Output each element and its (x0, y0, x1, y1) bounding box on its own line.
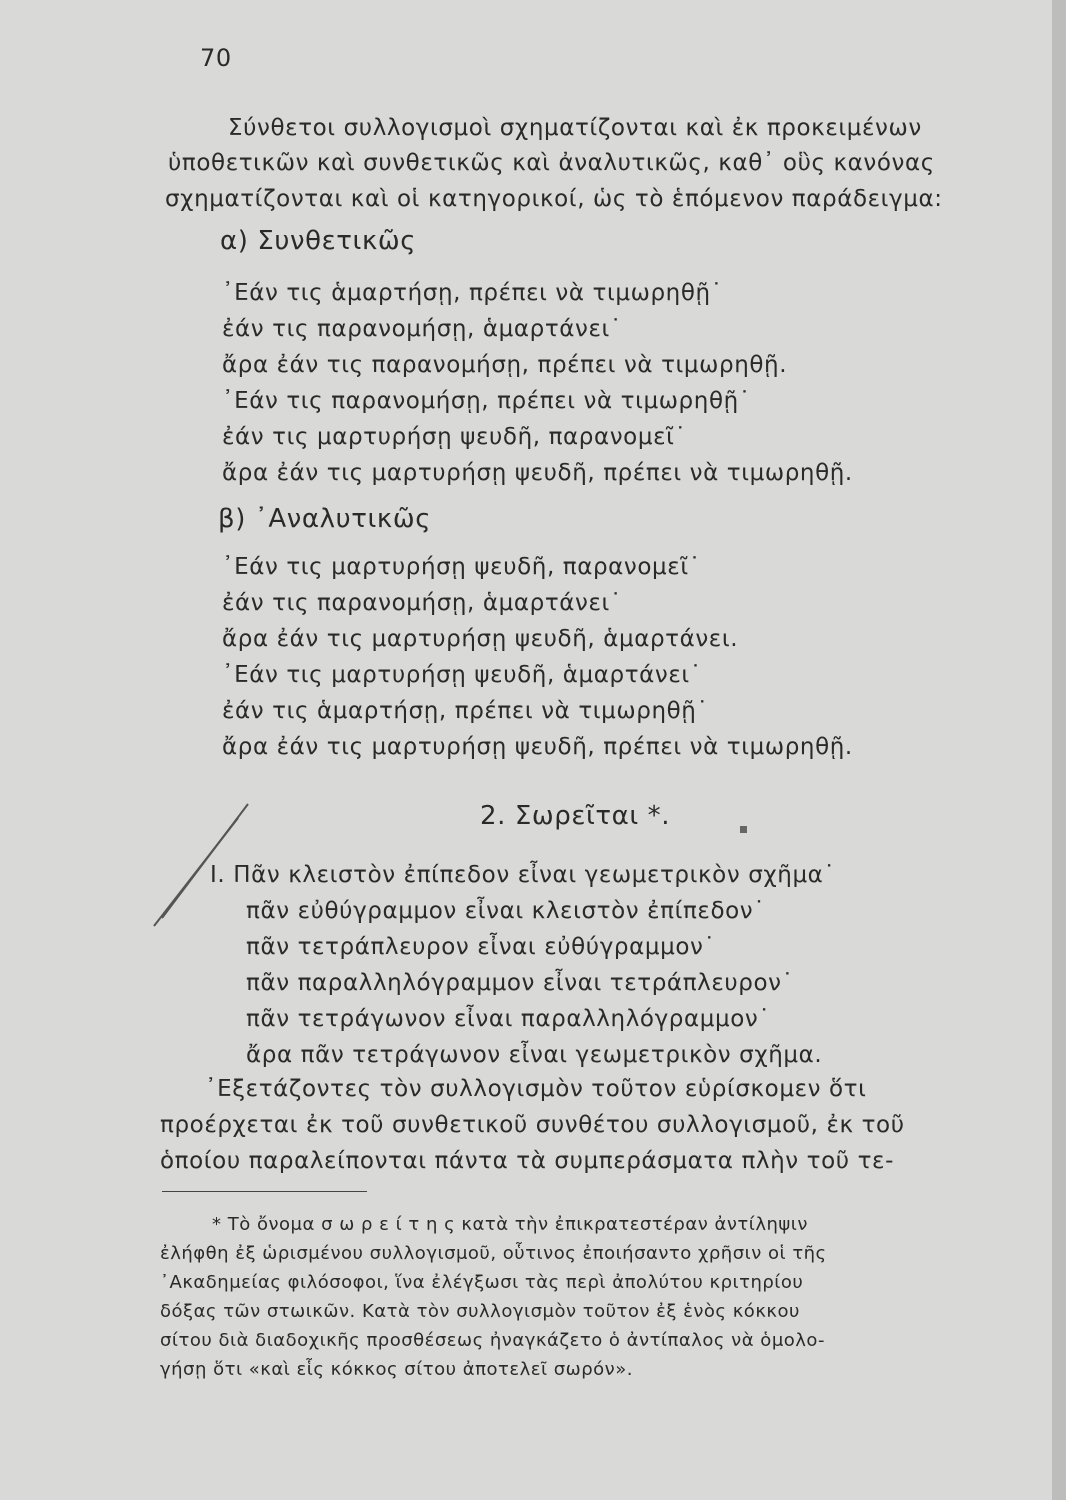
syllogism-line: ᾿Εάν τις ἁμαρτήσῃ, πρέπει νὰ τιμωρηθῇ˙ (222, 280, 723, 306)
page-number: 70 (200, 44, 232, 72)
syllogism-line: ἄρα ἐάν τις μαρτυρήσῃ ψευδῆ, πρέπει νὰ τιμωρηθῇ. (222, 460, 853, 486)
syllogism-line: ἐάν τις μαρτυρήσῃ ψευδῆ, παρανομεῖ˙ (222, 424, 687, 450)
intro-line: ὑποθετικῶν καὶ συνθετικῶς καὶ ἀναλυτικῶς, καθ᾽ οὓς κανόνας (168, 150, 935, 176)
section-b-heading: β) ᾿Αναλυτικῶς (218, 504, 432, 534)
syllogism-line: ἄρα ἐάν τις μαρτυρήσῃ ψευδῆ, ἁμαρτάνει. (222, 626, 739, 652)
syllogism-line: ἄρα ἐάν τις παρανομήσῃ, πρέπει νὰ τιμωρηθῇ. (222, 352, 788, 378)
sorites-line: πᾶν παραλληλόγραμμον εἶναι τετράπλευρον˙ (246, 970, 794, 996)
syllogism-line: ἄρα ἐάν τις μαρτυρήσῃ ψευδῆ, πρέπει νὰ τιμωρηθῇ. (222, 734, 853, 760)
syllogism-line: ἐάν τις παρανομήσῃ, ἁμαρτάνει˙ (222, 590, 622, 616)
page-edge (1052, 0, 1066, 1500)
footnote-rule (162, 1191, 367, 1192)
sorites-heading: 2. Σωρεῖται *. (480, 801, 671, 831)
sorites-line: πᾶν εὐθύγραμμον εἶναι κλειστὸν ἐπίπεδον˙ (246, 898, 766, 924)
sorites-line: ἄρα πᾶν τετράγωνον εἶναι γεωμετρικὸν σχῆμα. (246, 1042, 823, 1068)
section-a-heading: α) Συνθετικῶς (220, 226, 417, 256)
syllogism-line: ἐάν τις ἁμαρτήσῃ, πρέπει νὰ τιμωρηθῇ˙ (222, 698, 709, 724)
footnote-line: ᾿Ακαδημείας φιλόσοφοι, ἵνα ἐλέγξωσι τὰς περὶ ἀπολύτου κριτηρίου (160, 1272, 804, 1293)
body-line: ὁποίου παραλείπονται πάντα τὰ συμπεράσματα πλὴν τοῦ τε- (160, 1148, 894, 1174)
footnote-line: * Τὸ ὄνομα σ ω ρ ε ί τ η ς κατὰ τὴν ἐπικρατεστέραν ἀντίληψιν (212, 1214, 808, 1235)
syllogism-line: ᾿Εάν τις μαρτυρήσῃ ψευδῆ, παρανομεῖ˙ (222, 554, 701, 580)
intro-line: σχηματίζονται καὶ οἱ κατηγορικοί, ὡς τὸ ἑπόμενον παράδειγμα: (165, 186, 943, 212)
sorites-line: πᾶν τετράπλευρον εἶναι εὐθύγραμμον˙ (246, 934, 716, 960)
sorites-line: πᾶν τετράγωνον εἶναι παραλληλόγραμμον˙ (246, 1006, 771, 1032)
ink-dot-icon (738, 824, 750, 836)
body-line: ᾿Εξετάζοντες τὸν συλλογισμὸν τοῦτον εὑρίσκομεν ὅτι (205, 1076, 867, 1102)
footnote-line: σίτου διὰ διαδοχικῆς προσθέσεως ἠναγκάζετο ὁ ἀντίπαλος νὰ ὁμολο- (160, 1330, 825, 1351)
syllogism-line: ᾿Εάν τις παρανομήσῃ, πρέπει νὰ τιμωρηθῇ˙ (222, 388, 751, 414)
intro-line: Σύνθετοι συλλογισμοὶ σχηματίζονται καὶ ἐκ προκειμένων (228, 115, 922, 141)
body-line: προέρχεται ἐκ τοῦ συνθετικοῦ συνθέτου συλλογισμοῦ, ἐκ τοῦ (160, 1112, 905, 1138)
footnote-line: δόξας τῶν στωικῶν. Κατὰ τὸν συλλογισμὸν τοῦτον ἐξ ἑνὸς κόκκου (160, 1301, 800, 1322)
footnote-line: γήσῃ ὅτι «καὶ εἷς κόκκος σίτου ἀποτελεῖ σωρόν». (160, 1359, 633, 1380)
footnote-line: ἐλήφθη ἐξ ὡρισμένου συλλογισμοῦ, οὗτινος ἐποιήσαντο χρῆσιν οἱ τῆς (160, 1243, 827, 1264)
sorites-line: I. Πᾶν κλειστὸν ἐπίπεδον εἶναι γεωμετρικὸν σχῆμα˙ (210, 862, 836, 888)
syllogism-line: ἐάν τις παρανομήσῃ, ἁμαρτάνει˙ (222, 316, 622, 342)
syllogism-line: ᾿Εάν τις μαρτυρήσῃ ψευδῆ, ἁμαρτάνει˙ (222, 662, 702, 688)
